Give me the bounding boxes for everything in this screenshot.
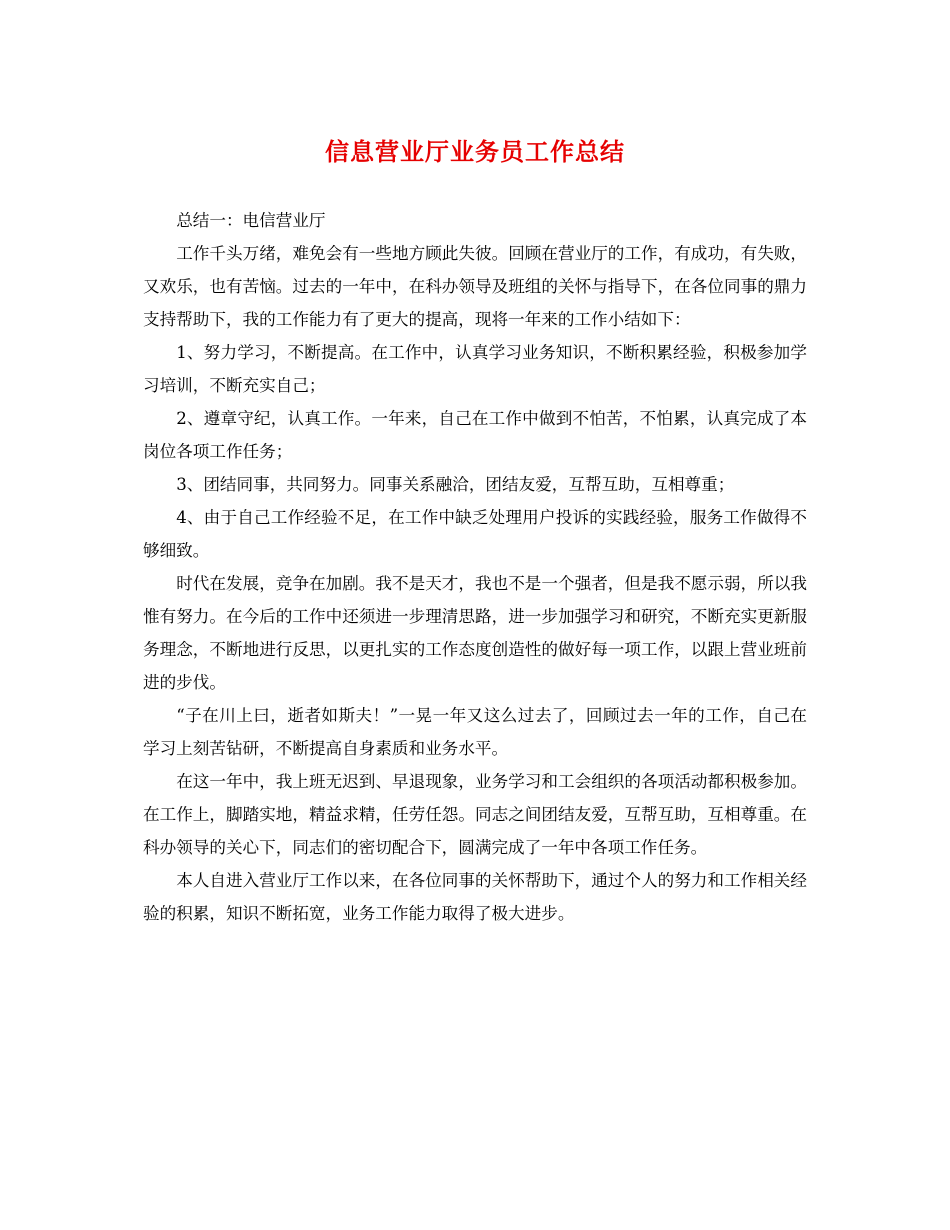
paragraph-4: 2、遵章守纪，认真工作。一年来，自己在工作中做到不怕苦，不怕累，认真完成了本岗位各项工作任务； [143,409,807,461]
paragraph-9: 在这一年中，我上班无迟到、早退现象，业务学习和工会组织的各项活动都积极参加。在工作上，脚踏实地，精益求精，任劳任怨。同志之间团结友爱，互帮互助，互相尊重。在科办领导的关心下，同志们的密切配合下，圆满完成了一年中各项工作任务。 [143,772,807,857]
paragraph-10: 本人自进入营业厅工作以来，在各位同事的关怀帮助下，通过个人的努力和工作相关经验的积累，知识不断拓宽，业务工作能力取得了极大进步。 [143,871,807,923]
paragraph-8: “子在川上曰，逝者如斯夫！”一晃一年又这么过去了，回顾过去一年的工作，自己在学习上刻苦钻研，不断提高自身素质和业务水平。 [143,706,807,758]
document-title: 信息营业厅业务员工作总结 [325,138,625,166]
paragraph-7: 时代在发展，竞争在加剧。我不是天才，我也不是一个强者，但是我不愿示弱，所以我惟有努力。在今后的工作中还须进一步理清思路，进一步加强学习和研究，不断充实更新服务理念，不断地进行反思，以更扎实的工作态度创造性的做好每一项工作，以跟上营业班前进的步伐。 [143,574,807,692]
paragraph-2: 工作千头万绪，难免会有一些地方顾此失彼。回顾在营业厅的工作，有成功，有失败，又欢乐，也有苦恼。过去的一年中，在科办领导及班组的关怀与指导下，在各位同事的鼎力支持帮助下，我的工作能力有了更大的提高，现将一年来的工作小结如下： [143,244,807,329]
paragraph-6: 4、由于自己工作经验不足，在工作中缺乏处理用户投诉的实践经验，服务工作做得不够细致。 [143,508,807,560]
paragraph-3: 1、努力学习，不断提高。在工作中，认真学习业务知识，不断积累经验，积极参加学习培训，不断充实自己； [143,343,807,395]
paragraph-1: 总结一：电信营业厅 [176,211,326,230]
paragraph-5: 3、团结同事，共同努力。同事关系融洽，团结友爱，互帮互助，互相尊重； [176,475,735,494]
document-body [143,204,807,930]
